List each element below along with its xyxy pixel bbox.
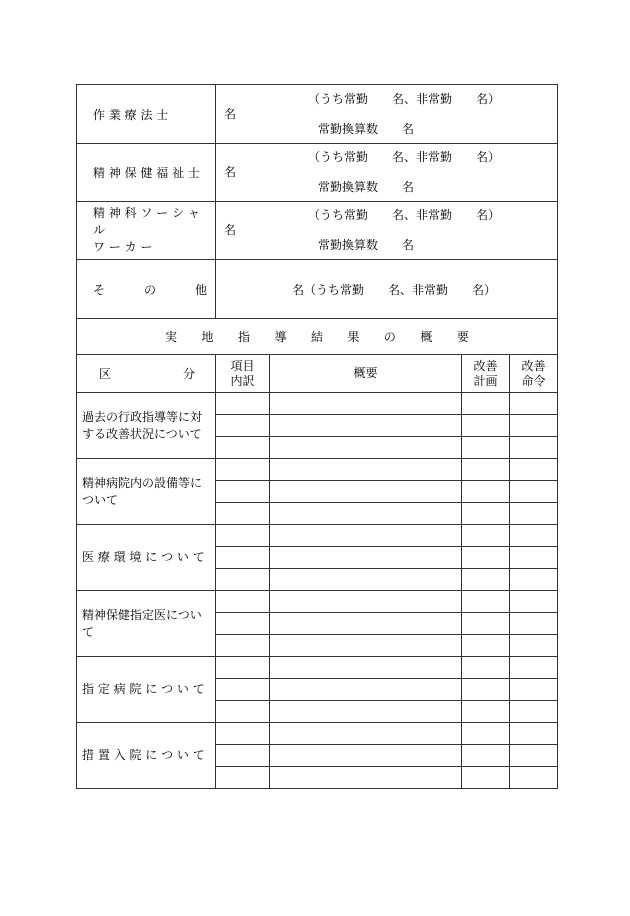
staff-fte: 常勤換算数 名	[318, 121, 415, 136]
order-cell	[510, 481, 558, 503]
label-char: 他	[194, 282, 207, 297]
title-char: 導	[274, 330, 287, 344]
header-item-breakdown	[216, 355, 270, 393]
order-cell	[510, 415, 558, 437]
header-summary: 概要	[270, 355, 462, 393]
staff-row-social-worker	[77, 202, 558, 260]
header-category	[77, 355, 216, 393]
order-cell	[510, 547, 558, 569]
item-cell	[216, 547, 270, 569]
item-cell	[216, 393, 270, 415]
plan-cell	[462, 657, 510, 679]
plan-cell	[462, 635, 510, 657]
order-cell	[510, 503, 558, 525]
label-char: の	[143, 282, 156, 297]
order-cell	[510, 767, 558, 789]
staff-fte: 常勤換算数 名	[318, 180, 415, 194]
item-cell	[216, 503, 270, 525]
staff-breakdown: （うち常勤 名、非常勤 名）	[308, 208, 501, 222]
header-line: 項目	[230, 358, 255, 373]
item-cell	[216, 679, 270, 701]
table-row	[77, 723, 558, 745]
plan-cell	[462, 547, 510, 569]
category-label: 精神保健指定医について	[77, 591, 216, 657]
summary-cell	[270, 635, 462, 657]
staff-row-psw	[77, 144, 558, 202]
summary-cell	[270, 701, 462, 723]
title-char: 果	[347, 330, 360, 344]
title-char: 地	[201, 330, 214, 344]
plan-cell	[462, 767, 510, 789]
order-cell	[510, 613, 558, 635]
plan-cell	[462, 393, 510, 415]
table-row	[77, 657, 558, 679]
item-cell	[216, 723, 270, 745]
header-line: 内訳	[230, 373, 255, 388]
staff-value	[216, 144, 558, 202]
summary-cell	[270, 569, 462, 591]
order-cell	[510, 459, 558, 481]
item-cell	[216, 613, 270, 635]
item-cell	[216, 415, 270, 437]
plan-cell	[462, 525, 510, 547]
staff-breakdown: （うち常勤 名、非常勤 名）	[308, 91, 501, 106]
document-page	[76, 84, 557, 789]
plan-cell	[462, 723, 510, 745]
results-table	[76, 354, 558, 789]
label-char: そ	[93, 282, 106, 297]
table-row	[77, 591, 558, 613]
title-char: 結	[310, 330, 323, 344]
plan-cell	[462, 415, 510, 437]
summary-cell	[270, 415, 462, 437]
staff-count-unit: 名	[224, 106, 237, 121]
item-cell	[216, 569, 270, 591]
category-label: 過去の行政指導等に対する改善状況について	[77, 393, 216, 459]
table-row	[77, 393, 558, 415]
staff-label-line: 精 神 科 ソ ー シ ャ ル	[93, 206, 200, 237]
results-title-row	[77, 319, 558, 355]
staff-row-ot	[77, 85, 558, 144]
header-char: 分	[182, 367, 195, 381]
item-cell	[216, 767, 270, 789]
title-char: 概	[420, 330, 433, 344]
staff-label	[77, 260, 216, 319]
staff-breakdown: （うち常勤 名、非常勤 名）	[308, 150, 501, 164]
item-cell	[216, 701, 270, 723]
header-char: 区	[99, 367, 112, 381]
results-title	[77, 319, 558, 355]
title-char: 指	[237, 330, 250, 344]
header-line: 計画	[473, 373, 498, 388]
summary-cell	[270, 437, 462, 459]
category-label: 精神病院内の設備等について	[77, 459, 216, 525]
staff-value: 名（うち常勤 名、非常勤 名）	[216, 260, 558, 319]
category-label: 指 定 病 院 に つ い て	[77, 657, 216, 723]
summary-cell	[270, 503, 462, 525]
item-cell	[216, 459, 270, 481]
plan-cell	[462, 481, 510, 503]
order-cell	[510, 635, 558, 657]
summary-cell	[270, 591, 462, 613]
item-cell	[216, 437, 270, 459]
plan-cell	[462, 437, 510, 459]
title-char: の	[383, 330, 396, 344]
staff-value	[216, 202, 558, 260]
staff-count-unit: 名	[224, 223, 237, 237]
header-line: 命令	[521, 373, 546, 388]
order-cell	[510, 393, 558, 415]
summary-cell	[270, 723, 462, 745]
summary-cell	[270, 525, 462, 547]
order-cell	[510, 525, 558, 547]
title-char: 要	[456, 330, 469, 344]
plan-cell	[462, 503, 510, 525]
summary-cell	[270, 459, 462, 481]
header-improvement-plan	[462, 355, 510, 393]
summary-cell	[270, 481, 462, 503]
plan-cell	[462, 701, 510, 723]
table-row	[77, 459, 558, 481]
item-cell	[216, 481, 270, 503]
item-cell	[216, 635, 270, 657]
summary-cell	[270, 613, 462, 635]
item-cell	[216, 745, 270, 767]
staff-fte: 常勤換算数 名	[318, 238, 415, 252]
category-label: 措 置 入 院 に つ い て	[77, 723, 216, 789]
staff-label	[77, 202, 216, 260]
summary-cell	[270, 657, 462, 679]
category-label: 医 療 環 境 に つ い て	[77, 525, 216, 591]
order-cell	[510, 591, 558, 613]
summary-cell	[270, 679, 462, 701]
header-line: 改善	[521, 358, 546, 373]
staff-label: 作 業 療 法 士	[77, 85, 216, 144]
plan-cell	[462, 591, 510, 613]
summary-cell	[270, 745, 462, 767]
staff-row-other	[77, 260, 558, 319]
header-line: 改善	[473, 358, 498, 373]
title-char: 実	[165, 330, 178, 344]
summary-cell	[270, 767, 462, 789]
item-cell	[216, 591, 270, 613]
summary-cell	[270, 547, 462, 569]
results-header-row	[77, 355, 558, 393]
plan-cell	[462, 613, 510, 635]
item-cell	[216, 525, 270, 547]
staff-label: 精 神 保 健 福 祉 士	[77, 144, 216, 202]
order-cell	[510, 437, 558, 459]
staff-count-unit: 名	[224, 165, 237, 179]
order-cell	[510, 701, 558, 723]
plan-cell	[462, 745, 510, 767]
plan-cell	[462, 459, 510, 481]
staff-value	[216, 85, 558, 144]
header-improvement-order	[510, 355, 558, 393]
plan-cell	[462, 569, 510, 591]
order-cell	[510, 679, 558, 701]
summary-cell	[270, 393, 462, 415]
staff-label-line: ワ ー カ ー	[93, 240, 153, 254]
order-cell	[510, 745, 558, 767]
plan-cell	[462, 679, 510, 701]
table-row	[77, 525, 558, 547]
order-cell	[510, 569, 558, 591]
staffing-table	[76, 84, 558, 355]
item-cell	[216, 657, 270, 679]
order-cell	[510, 723, 558, 745]
order-cell	[510, 657, 558, 679]
